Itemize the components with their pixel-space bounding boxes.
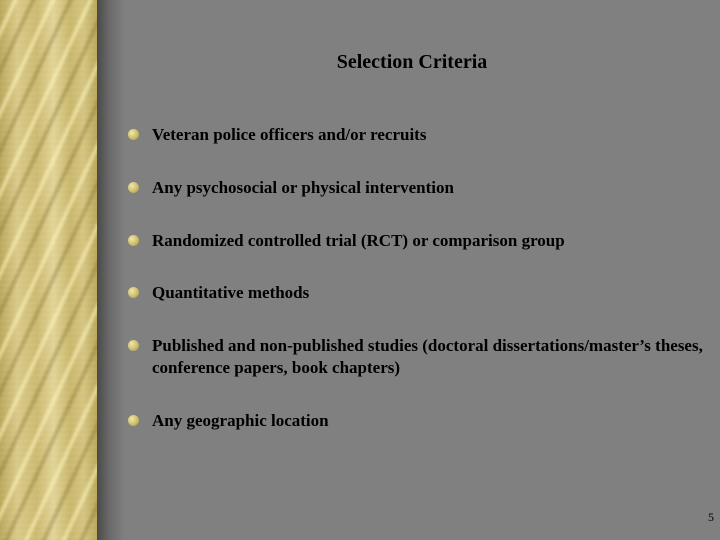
decorative-gold-band xyxy=(0,0,97,540)
bullet-item xyxy=(128,124,708,146)
bullet-item xyxy=(128,410,708,432)
slide-title: Selection Criteria xyxy=(336,51,488,73)
bullet-text: Any geographic location xyxy=(152,411,329,430)
bullet-dot-icon xyxy=(128,129,139,140)
decorative-shadow-strip xyxy=(97,0,125,540)
bullet-item xyxy=(128,177,708,199)
bullet-item xyxy=(128,335,708,379)
bullet-item xyxy=(128,230,708,252)
bullet-dot-icon xyxy=(128,182,139,193)
bullet-text: Quantitative methods xyxy=(152,283,310,302)
bullet-dot-icon xyxy=(128,235,139,246)
bullet-dot-icon xyxy=(128,287,139,298)
bullet-text: Any psychosocial or physical intervention xyxy=(152,178,454,197)
bullet-dot-icon xyxy=(128,415,139,426)
page-number: 5 xyxy=(708,510,714,524)
bullet-dot-icon xyxy=(128,340,139,351)
bullet-text: Veteran police officers and/or recruits xyxy=(152,125,427,144)
bullet-text: Published and non-published studies (doctoral dissertations/master’s theses, conference papers, book chapters) xyxy=(152,336,703,377)
bullet-text: Randomized controlled trial (RCT) or comparison group xyxy=(152,231,565,250)
bullet-item xyxy=(128,282,708,304)
